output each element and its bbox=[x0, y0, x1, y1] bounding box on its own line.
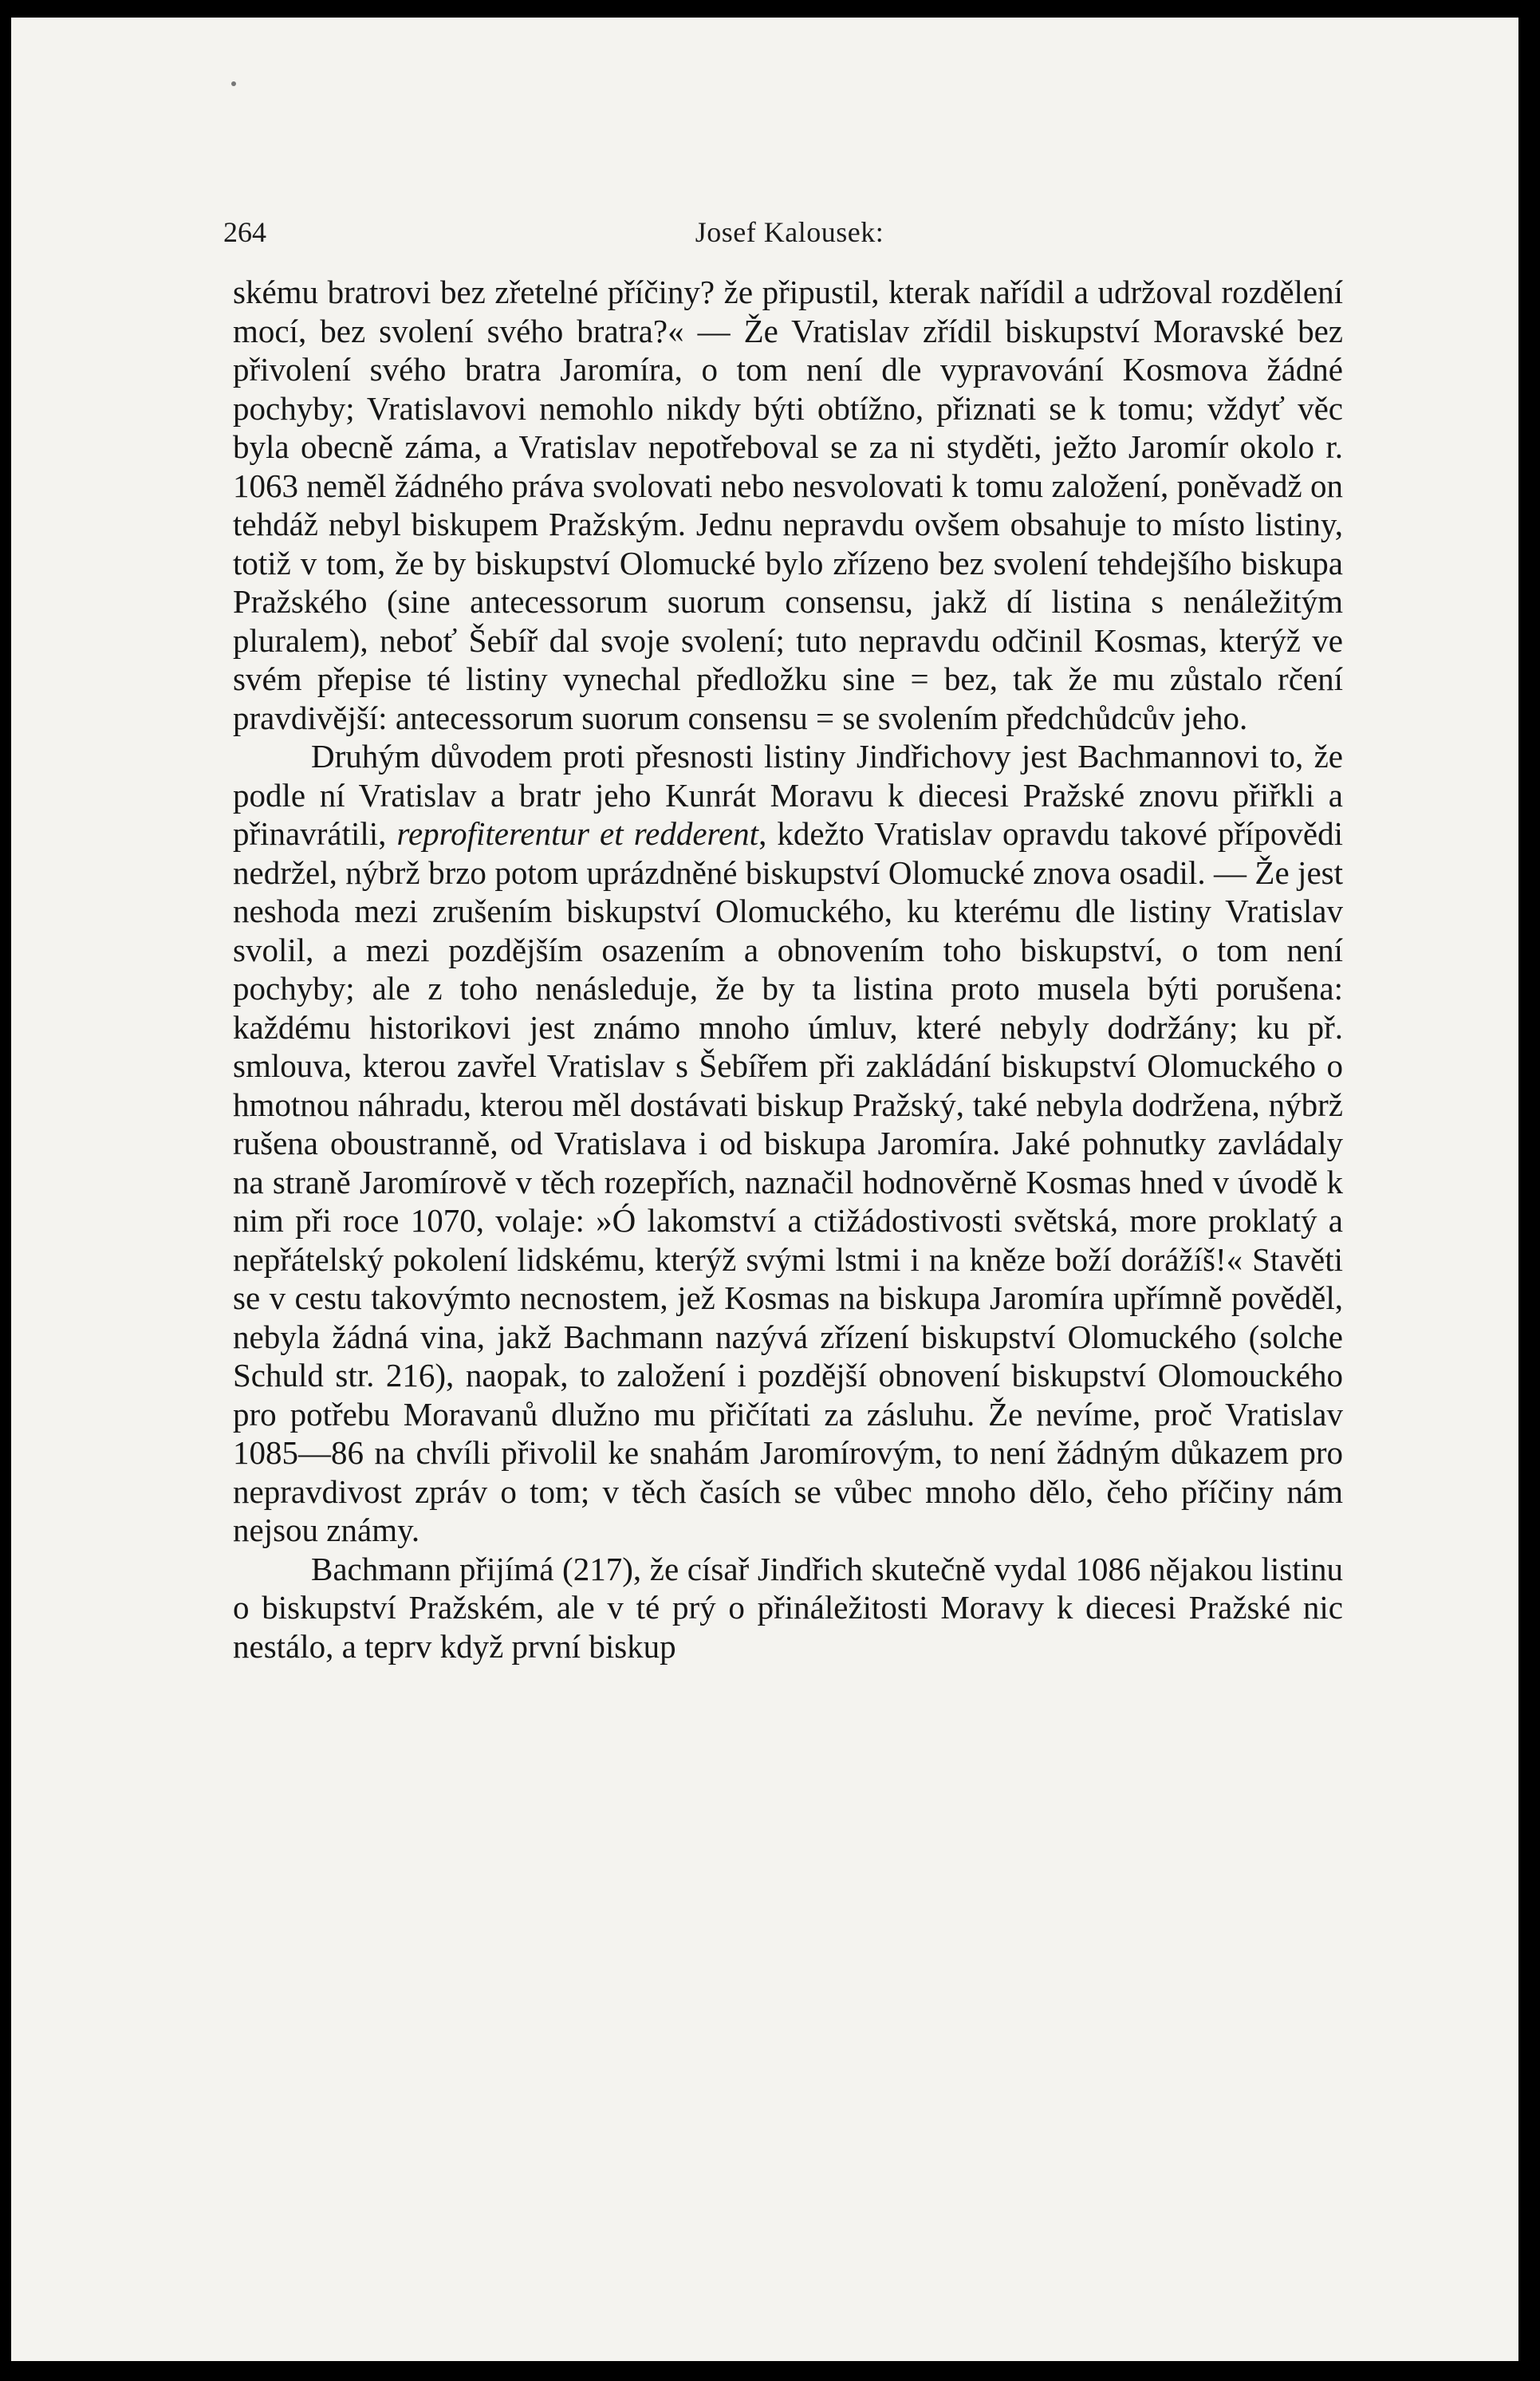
running-title: Josef Kalousek: bbox=[695, 216, 884, 248]
body-text bbox=[233, 273, 1343, 1666]
paragraph-2-text-end: , kdežto Vratislav opravdu takové přípovědi nedržel, nýbrž brzo potom uprázdněné biskupství Olomucké znova osadil. — Že jest neshoda mezi zrušením biskupství Olomuckého, ku kterému dle listiny Vratislav svolil, a mezi pozdějším osazením a obnovením toho biskupství, o tom není pochyby; ale z toho nenásleduje, že by ta listina proto musela býti porušena: každému historikovi jest známo mnoho úmluv, které nebyly dodržány; ku př. smlouva, kterou zavřel Vratislav s Šebířem při zakládání biskupství Olomuckého o hmotnou náhradu, kterou měl dostávati biskup Pražský, také nebyla dodržena, nýbrž rušena oboustranně, od Vratislava i od biskupa Jaromíra. Jaké pohnutky zavládaly na straně Jaromírově v těch rozepřích, naznačil hodnověrně Kosmas hned v úvodě k nim při roce 1070, volaje: »Ó lakomství a ctižádostivosti světská, more proklatý a nepřátelský pokolení lidskému, kterýž svými lstmi i na kněze boží dorážíš!« Stavěti se v cestu takovýmto necnostem, jež Kosmas na biskupa Jaromíra upřímně pověděl, nebyla žádná vina, jakž Bachmann nazývá zřízení biskupství Olomuckého (solche Schuld str. 216), naopak, to založení i pozdější obnovení biskupství Olomouckého pro potřebu Moravanů dlužno mu přičítati za zásluhu. Že nevíme, proč Vratislav 1085—86 na chvíli přivolil ke snahám Jaromírovým, to není žádným důkazem pro nepravdivost zpráv o tom; v těch časích se vůbec mnoho dělo, čeho příčiny nám nejsou známy. bbox=[233, 815, 1343, 1548]
paragraph-2 bbox=[233, 737, 1343, 1550]
paragraph-1: skému bratrovi bez zřetelné příčiny? že připustil, kterak nařídil a udržoval rozdělení mocí, bez svolení svého bratra?« — Že Vratislav zřídil biskupství Moravské bez přivolení svého bratra Jaromíra, o tom není dle vypravování Kosmova žádné pochyby; Vratislavovi nemohlo nikdy býti obtížno, přiznati se k tomu; vždyť věc byla obecně zámа, a Vratislav nepotřeboval se za ni styděti, ježto Jaromír okolo r. 1063 neměl žádného práva svolovati nebo nesvolovati k tomu založení, poněvadž on tehdáž nebyl biskupem Pražským. Jednu nepravdu ovšem obsahuje to místo listiny, totiž v tom, že by biskupství Olomucké bylo zřízeno bez svolení tehdejšího biskupa Pražského (sine antecessorum suorum consensu, jakž dí listina s nenáležitým pluralem), neboť Šebíř dal svoje svolení; tuto nepravdu odčinil Kosmas, kterýž ve svém přepise té listiny vynechal předložku sine = bez, tak že mu zůstalo rčení pravdivější: antecessorum suorum consensu = se svolením předchůdcův jeho. bbox=[233, 274, 1343, 736]
scan-speck bbox=[231, 81, 236, 86]
page-header bbox=[223, 215, 1356, 263]
latin-quote: reprofiterentur et redderent bbox=[396, 815, 759, 852]
page-number: 264 bbox=[223, 216, 266, 248]
paragraph-3: Bachmann přijímá (217), že císař Jindřich skutečně vydal 1086 nějakou listinu o biskupství Pražském, ale v té prý o přináležitosti Moravy k diecesi Pražské nic nestálo, a teprv když první biskup bbox=[233, 1550, 1343, 1665]
scanned-page bbox=[11, 18, 1518, 2361]
paragraph-2-text-start: Druhým důvodem proti přesnosti listiny Jindřichovy jest Bachmannovi to, že podle ní Vratislav a bratr jeho Kunrát Moravu k diecesi Pražské znovu přiřkli a přinavrátili, bbox=[233, 738, 1343, 852]
